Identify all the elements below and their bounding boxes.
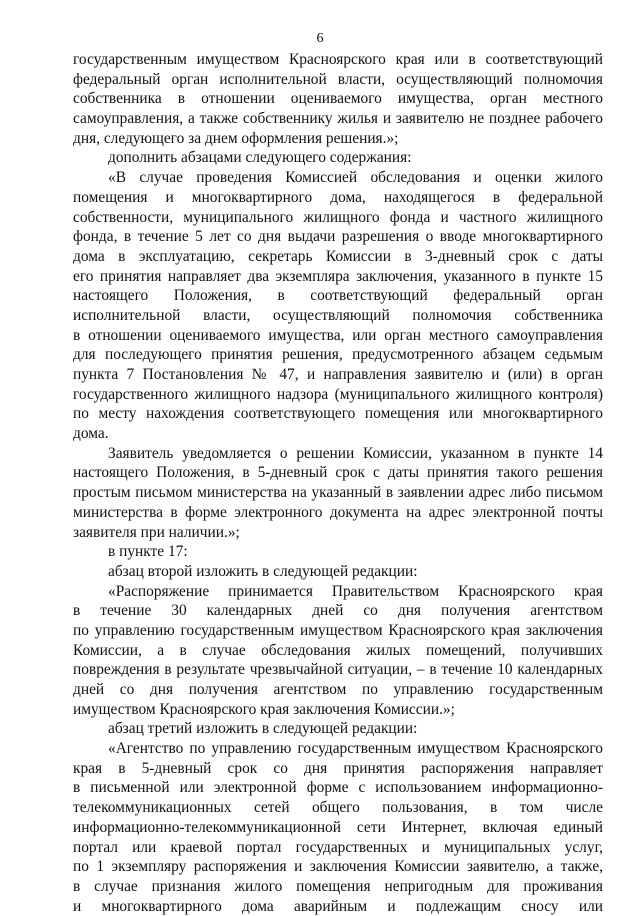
text-line: по 1 экземпляру распоряжения и заключения Комиссии заявителю, а также, bbox=[73, 858, 603, 876]
page-number: 6 bbox=[316, 31, 324, 46]
text-line: министерства в форме электронного документа на адрес электронной почты bbox=[73, 503, 603, 521]
text-line: в отношении оцениваемого имущества, или орган местного самоуправления bbox=[73, 326, 603, 344]
text-line: собственника в отношении оцениваемого имущества, орган местного bbox=[73, 90, 603, 108]
text-line: дома в эксплуатацию, секретарь Комиссии в 3-дневный срок с даты bbox=[73, 247, 603, 265]
text-line: исполнительной власти, осуществляющий полномочия собственника bbox=[73, 306, 603, 324]
text-line: дня, следующего за днем оформления решения.»; bbox=[73, 129, 399, 147]
text-line: абзац второй изложить в следующей редакции: bbox=[108, 562, 418, 580]
text-line: государственным имуществом Красноярского края или в соответствующий bbox=[73, 51, 603, 68]
text-line: заявителя при наличии.»; bbox=[73, 523, 240, 541]
text-line: настоящего Положения, в соответствующий федеральный орган bbox=[73, 287, 603, 305]
text-line: телекоммуникационных сетей общего пользования, в том числе bbox=[73, 799, 603, 817]
text-line: для последующего принятия решения, предусмотренного абзацем седьмым bbox=[73, 346, 603, 364]
text-line: в пункте 17: bbox=[108, 543, 188, 561]
text-line: имуществом Красноярского края заключения Комиссии.»; bbox=[73, 700, 455, 718]
text-line: собственности, муниципального жилищного фонда и частного жилищного bbox=[73, 208, 603, 226]
text-line: в течение 30 календарных дней со дня получения агентством bbox=[73, 602, 603, 620]
text-line: «В случае проведения Комиссией обследования и оценки жилого bbox=[108, 169, 603, 187]
text-line: простым письмом министерства на указанный в заявлении адрес либо письмом bbox=[73, 484, 603, 502]
document-body bbox=[73, 50, 603, 916]
text-line: Заявитель уведомляется о решении Комиссии, указанном в пункте 14 bbox=[108, 444, 603, 462]
text-line: дополнить абзацами следующего содержания: bbox=[108, 149, 412, 167]
text-line: информационно-телекоммуникационной сети Интернет, включая единый bbox=[73, 818, 603, 836]
text-line: абзац третий изложить в следующей редакции: bbox=[108, 720, 418, 738]
text-line: в письменной или электронной форме с использованием информационно- bbox=[73, 779, 603, 797]
text-line: его принятия направляет два экземпляра заключения, указанного в пункте 15 bbox=[73, 267, 603, 285]
text-line: портал или краевой портал государственных и муниципальных услуг, bbox=[73, 838, 603, 856]
text-line: дома. bbox=[73, 425, 109, 443]
text-line: федеральный орган исполнительной власти, осуществляющий полномочия bbox=[73, 70, 603, 88]
text-line: настоящего Положения, в 5-дневный срок с даты принятия такого решения bbox=[73, 464, 603, 482]
text-line: государственного жилищного надзора (муниципального жилищного контроля) bbox=[73, 385, 603, 403]
text-line: «Агентство по управлению государственным имуществом Красноярского bbox=[108, 740, 603, 758]
text-line: и многоквартирного дома аварийным и подлежащим сносу или bbox=[73, 897, 603, 915]
text-line: помещения и многоквартирного дома, находящегося в федеральной bbox=[73, 188, 603, 206]
text-line: пункта 7 Постановления № 47, и направления заявителю и (или) в орган bbox=[73, 366, 603, 383]
text-line: «Распоряжение принимается Правительством Красноярского края bbox=[108, 582, 603, 600]
text-line: края в 5-дневный срок со дня принятия распоряжения направляет bbox=[73, 759, 603, 777]
text-line: самоуправления, а также собственнику жилья и заявителю не позднее рабочего bbox=[73, 110, 603, 128]
text-line: в случае признания жилого помещения непригодным для проживания bbox=[73, 877, 603, 895]
text-line: дней со дня получения агентством по управлению государственным bbox=[73, 681, 603, 698]
text-line: Комиссии, а в случае обследования жилых помещений, получивших bbox=[73, 641, 603, 659]
text-line: по управлению государственным имуществом Красноярского края заключения bbox=[73, 621, 603, 639]
text-line: фонда, в течение 5 лет со дня выдачи разрешения о вводе многоквартирного bbox=[73, 228, 603, 246]
text-line: повреждения в результате чрезвычайной ситуации, – в течение 10 календарных bbox=[73, 661, 603, 679]
text-line: по месту нахождения соответствующего помещения или многоквартирного bbox=[73, 405, 603, 423]
